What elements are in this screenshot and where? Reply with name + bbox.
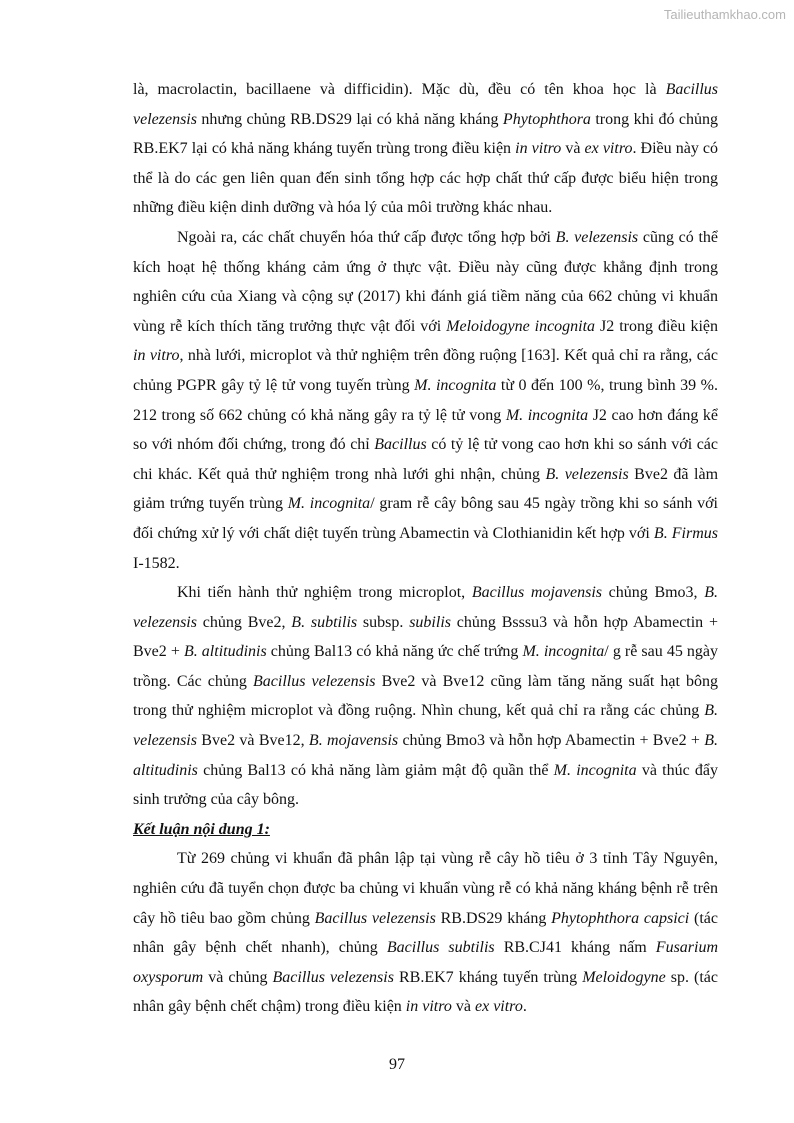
italic-term: B. Firmus (653, 524, 719, 542)
text-run: RB.CJ41 kháng nấm (494, 939, 656, 957)
italic-term: subilis (409, 613, 451, 631)
italic-term: in vitro (405, 998, 452, 1016)
italic-term: M. incognita (522, 643, 605, 661)
italic-term: B. altitudinis (183, 643, 267, 661)
italic-term: Bacillus velezensis (272, 968, 394, 986)
italic-term: M. incognita (287, 495, 371, 513)
text-run: chủng Bsssu3 và hỗn hợp Abamectin + Bve2 + (133, 613, 719, 661)
italic-term: in vitro (515, 140, 562, 158)
paragraph-3 (133, 578, 718, 815)
italic-term: M. incognita (505, 406, 589, 424)
italic-term: Bacillus velezensis (133, 81, 718, 128)
paragraph-2 (133, 223, 718, 578)
italic-term: M. incognita (553, 761, 637, 779)
italic-term: B. mojavensis (308, 732, 399, 750)
text-run: là, macrolactin, bacillaene và difficidin). Mặc dù, đều có tên khoa học là (133, 81, 666, 98)
text-run: . Điều này có thể là do các gen liên quan đến sinh tổng hợp các hợp chất thứ cấp được biểu hiện trong những điều kiện dinh dưỡng và hóa lý của môi trường khác nhau. (133, 140, 718, 217)
text-run: chủng Bal13 có khả năng làm giảm mật độ quần thể (197, 761, 554, 779)
page-content (133, 75, 718, 1022)
text-run: Từ 269 chủng vi khuẩn đã phân lập tại vùng rễ cây hồ tiêu ở 3 tỉnh Tây Nguyên, nghiên cứu đã tuyển chọn được ba chủng vi khuẩn vùng rễ có khả năng kháng bệnh rễ trên cây hồ tiêu bao gồm chủng (133, 850, 718, 927)
text-run: . (522, 998, 527, 1016)
text-run: I-1582. (133, 554, 180, 572)
text-run: chủng Bve2, (196, 613, 292, 631)
italic-term: ex vitro (584, 140, 633, 158)
text-run: / gram rễ cây bông sau 45 ngày trồng khi so sánh với đối chứng xử lý với chất diệt tuyến trùng Abamectin và Clothianidin kết hợp với (133, 495, 719, 542)
text-run: Bve2 đã làm giảm trứng tuyến trùng (133, 465, 719, 513)
text-run: có tỷ lệ tử vong cao hơn khi so sánh với các chi khác. Kết quả thử nghiệm trong nhà lưới ghi nhận, chủng (133, 436, 718, 483)
text-run: chủng Bmo3 và hỗn hợp Abamectin + Bve2 + (398, 732, 705, 750)
conclusion-paragraph (133, 844, 718, 1022)
italic-term: Bacillus velezensis (253, 672, 376, 690)
text-run: và (451, 998, 475, 1016)
italic-term: Bacillus (374, 436, 427, 454)
italic-term: Phytophthora (502, 110, 591, 128)
text-run: và thúc đẩy sinh trưởng của cây bông. (133, 761, 719, 809)
paragraph-1 (133, 75, 718, 223)
text-run: và (561, 140, 585, 158)
text-run: J2 cao hơn đáng kể so với nhóm đối chứng, trong đó chỉ (133, 406, 719, 454)
text-run: trong khi đó chủng RB.EK7 lại có khả năng kháng tuyến trùng trong điều kiện (133, 110, 719, 158)
page-number: 97 (389, 1056, 405, 1073)
italic-term: Fusarium oxysporum (133, 939, 719, 986)
italic-term: Meloidogyne incognita (446, 317, 596, 335)
italic-term: in vitro (133, 347, 180, 365)
italic-term: Bacillus velezensis (314, 909, 436, 927)
italic-term: M. incognita (414, 376, 497, 394)
text-run: / g rễ sau 45 ngày trồng. Các chủng (133, 643, 718, 690)
text-run: Ngoài ra, các chất chuyển hóa thứ cấp được tổng hợp bởi (177, 228, 556, 246)
text-run: từ 0 đến 100 %, trung bình 39 %. 212 trong số 662 chủng có khả năng gây ra tỷ lệ tử vong (133, 376, 719, 424)
text-run: RB.EK7 kháng tuyến trùng (393, 968, 583, 986)
italic-term: B. velezensis (133, 702, 718, 750)
italic-term: B. velezensis (545, 465, 629, 483)
text-run: subsp. (357, 613, 410, 631)
text-run: chủng Bmo3, (602, 584, 705, 602)
text-run: Bve2 và Bve12 cũng làm tăng năng suất hạt bông trong thử nghiệm microplot và đồng ruộng. Nhìn chung, kết quả chỉ ra rằng các chủng (133, 672, 719, 720)
italic-term: B. subtilis (291, 613, 358, 631)
italic-term: B. velezensis (555, 228, 639, 246)
text-run: cũng có thể kích hoạt hệ thống kháng cảm ứng ở thực vật. Điều này cũng được khẳng định trong nghiên cứu của Xiang và cộng sự (2017) khi đánh giá tiềm năng của 662 chủng vi khuẩn vùng rễ kích thích tăng trưởng thực vật đối với (133, 228, 719, 335)
italic-term: Bacillus mojavensis (471, 584, 603, 602)
italic-term: Phytophthora capsici (551, 909, 690, 927)
section-heading: Kết luận nội dung 1: (133, 820, 270, 838)
watermark-text: Tailieuthamkhao.com (663, 7, 786, 22)
text-run: RB.DS29 kháng (435, 909, 552, 927)
italic-term: B. velezensis (133, 584, 718, 631)
text-run: Khi tiến hành thử nghiệm trong microplot, (177, 584, 472, 602)
text-run: chủng Bal13 có khả năng ức chế trứng (266, 643, 523, 661)
italic-term: B. altitudinis (133, 732, 719, 779)
text-run: (tác nhân gây bệnh chết nhanh), chủng (133, 909, 718, 957)
italic-term: Meloidogyne (582, 968, 666, 986)
text-run: sp. (tác nhân gây bệnh chết chậm) trong điều kiện (133, 968, 719, 1016)
text-run: và chủng (203, 968, 273, 986)
text-run: nhưng chủng RB.DS29 lại có khả năng kháng (196, 110, 503, 128)
text-run: , nhà lưới, microplot và thử nghiệm trên đồng ruộng [163]. Kết quả chỉ ra rằng, các chủng PGPR gây tỷ lệ tử vong tuyến trùng (133, 347, 718, 394)
italic-term: Bacillus subtilis (386, 939, 495, 957)
italic-term: ex vitro (474, 998, 523, 1016)
text-run: Bve2 và Bve12, (196, 732, 309, 750)
text-run: J2 trong điều kiện (595, 317, 718, 335)
